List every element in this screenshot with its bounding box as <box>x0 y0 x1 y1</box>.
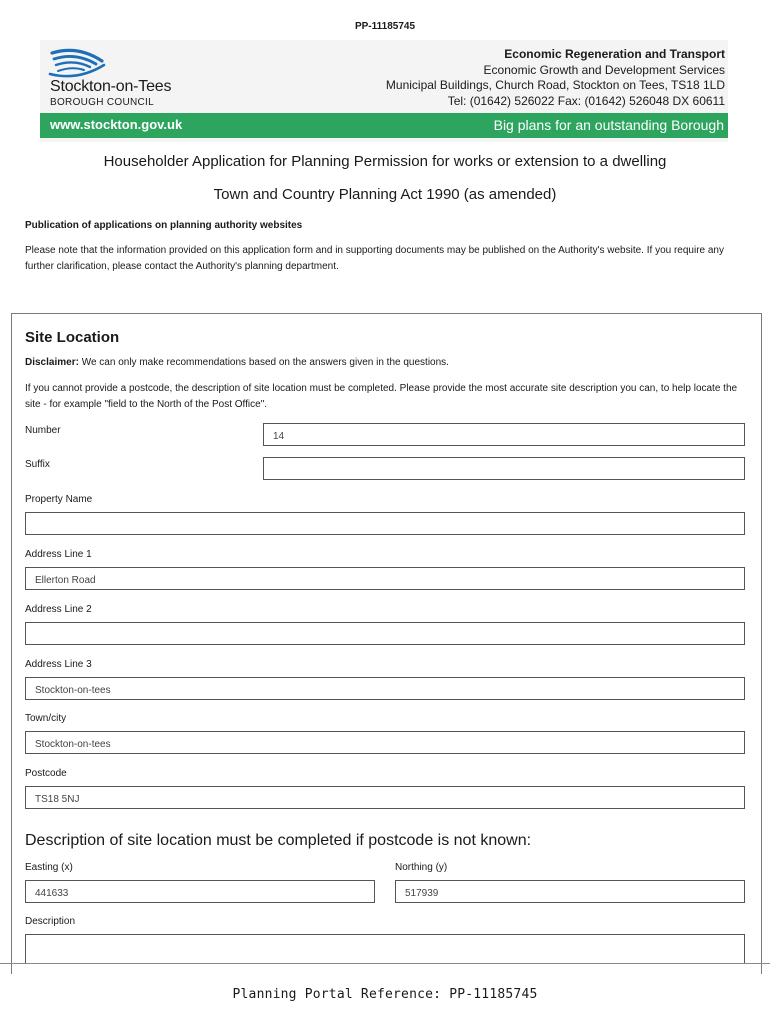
easting-field[interactable]: 441633 <box>25 880 375 903</box>
northing-label: Northing (y) <box>395 862 448 873</box>
number-field[interactable]: 14 <box>263 423 745 446</box>
council-logo <box>48 47 218 111</box>
address-line-1-field[interactable]: Ellerton Road <box>25 567 745 590</box>
website-bar <box>40 113 728 138</box>
property-name-field[interactable] <box>25 512 745 535</box>
town-city-label: Town/city <box>25 713 67 724</box>
disclaimer-text: We can only make recommendations based on the answers given in the questions. <box>78 357 449 368</box>
service-name: Economic Growth and Development Services <box>483 62 725 77</box>
publication-text: Please note that the information provided on this application form and in supporting documents may be published on the Authority's website. If you require any further clarification, please contact the Authority's planning department. <box>25 245 724 272</box>
footer-reference: Planning Portal Reference: PP-11185745 <box>232 987 538 1002</box>
postcode-label: Postcode <box>25 768 67 779</box>
slogan: Big plans for an outstanding Borough <box>493 117 724 133</box>
website-link[interactable]: www.stockton.gov.uk <box>50 117 183 132</box>
suffix-field[interactable] <box>263 457 745 480</box>
property-name-label: Property Name <box>25 494 93 505</box>
number-label: Number <box>25 425 61 436</box>
page-divider <box>0 963 770 964</box>
logo-name: Stockton-on-Tees <box>50 78 172 95</box>
northing-field[interactable]: 517939 <box>395 880 745 903</box>
description-field[interactable] <box>25 934 745 963</box>
publication-heading: Publication of applications on planning authority websites <box>25 220 303 231</box>
top-reference: PP-11185745 <box>354 21 416 32</box>
department-name: Economic Regeneration and Transport <box>504 47 725 61</box>
address-line-2-field[interactable] <box>25 622 745 645</box>
address-line-3-field[interactable]: Stockton-on-tees <box>25 677 745 700</box>
description-label: Description <box>25 916 76 927</box>
postcode-note: If you cannot provide a postcode, the description of site location must be completed. Please provide the most accurate site description you can, to help locate the site - for example "field to the North of the Post Office". <box>25 383 738 410</box>
disclaimer <box>25 357 449 368</box>
address-line-2-label: Address Line 2 <box>25 604 92 615</box>
council-info <box>386 47 725 109</box>
logo-subtitle: BOROUGH COUNCIL <box>50 97 154 108</box>
town-city-field[interactable]: Stockton-on-tees <box>25 731 745 754</box>
postcode-field[interactable]: TS18 5NJ <box>25 786 745 809</box>
address-line-1-label: Address Line 1 <box>25 549 92 560</box>
suffix-label: Suffix <box>25 459 50 470</box>
swoosh-logo-icon <box>48 47 108 79</box>
council-address: Municipal Buildings, Church Road, Stockton on Tees, TS18 1LD <box>385 78 725 92</box>
form-subtitle: Town and Country Planning Act 1990 (as amended) <box>213 186 557 203</box>
site-location-title: Site Location <box>25 329 120 346</box>
form-title: Householder Application for Planning Permission for works or extension to a dwelling <box>103 153 667 170</box>
address-line-3-label: Address Line 3 <box>25 659 92 670</box>
council-contact: Tel: (01642) 526022 Fax: (01642) 526048 DX 60611 <box>447 93 725 108</box>
disclaimer-label: Disclaimer: <box>25 357 79 368</box>
easting-label: Easting (x) <box>25 862 73 873</box>
description-heading: Description of site location must be completed if postcode is not known: <box>25 832 532 849</box>
